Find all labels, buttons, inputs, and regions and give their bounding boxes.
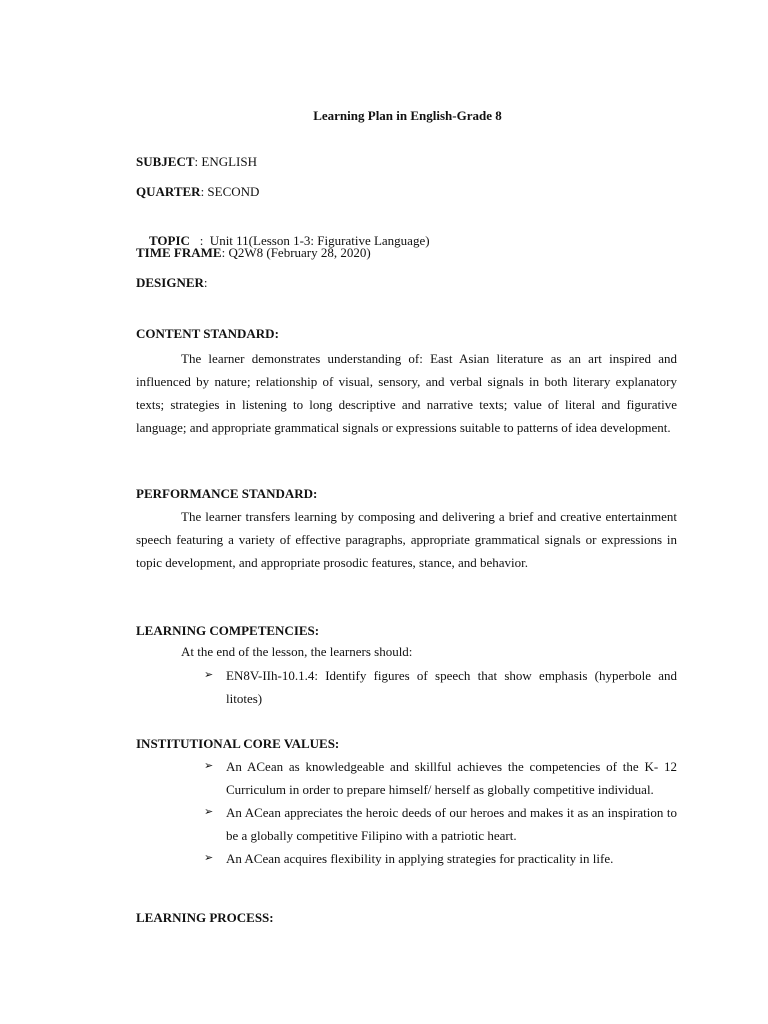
learning-competencies-intro: At the end of the lesson, the learners should: — [181, 644, 413, 659]
learning-process-heading: LEARNING PROCESS: — [136, 910, 274, 925]
arrow-bullet-icon: ➢ — [204, 760, 214, 772]
learning-competencies-heading: LEARNING COMPETENCIES: — [136, 623, 320, 638]
arrow-bullet-icon: ➢ — [204, 806, 214, 818]
list-item — [204, 801, 677, 847]
topic-label: TOPIC — [149, 233, 190, 248]
quarter-field — [136, 183, 259, 201]
subject-value: : ENGLISH — [194, 154, 257, 169]
core-value-text: An ACean acquires flexibility in applying strategies for practicality in life. — [226, 851, 614, 866]
subject-label: SUBJECT — [136, 154, 195, 169]
competencies-list — [204, 664, 677, 710]
core-values-list — [204, 755, 677, 870]
topic-value: : Unit 11(Lesson 1-3: Figurative Language) — [189, 233, 430, 248]
list-item — [204, 847, 677, 870]
core-value-text: An ACean appreciates the heroic deeds of our heroes and makes it as an inspiration to be a globally competitive Filipino with a patriotic heart. — [226, 805, 677, 843]
quarter-value: : SECOND — [200, 184, 260, 199]
time-frame-label: TIME FRAME — [136, 245, 222, 260]
designer-label: DESIGNER — [136, 275, 204, 290]
performance-standard-text: The learner transfers learning by composing and delivering a brief and creative entertainment speech featuring a variety of effective paragraphs, appropriate grammatical signals or expressions in topic development, and appropriate prosodic features, stance, and behavior. — [136, 509, 677, 571]
content-standard-text: The learner demonstrates understanding of: East Asian literature as an art inspired and influenced by nature; relationship of visual, sensory, and verbal signals in both literary explanatory texts; strategies in listening to long descriptive and narrative texts; value of literal and figurative language; and appropriate grammatical signals or expressions suitable to patterns of idea development. — [136, 351, 677, 436]
list-item — [204, 664, 677, 710]
time-frame-value: : Q2W8 (February 28, 2020) — [221, 245, 371, 260]
arrow-bullet-icon: ➢ — [204, 852, 214, 864]
core-value-text: An ACean as knowledgeable and skillful achieves the competencies of the K- 12 Curriculum in order to prepare himself/ herself as globally competitive individual. — [226, 759, 677, 797]
competency-text: EN8V-IIh-10.1.4: Identify figures of speech that show emphasis (hyperbole and litotes) — [226, 668, 677, 706]
arrow-bullet-icon: ➢ — [204, 669, 214, 681]
subject-field — [136, 153, 257, 171]
content-standard-heading: CONTENT STANDARD: — [136, 326, 279, 341]
performance-standard-heading: PERFORMANCE STANDARD: — [136, 486, 318, 501]
designer-field — [136, 274, 208, 292]
time-frame-field — [136, 244, 371, 262]
document-title: Learning Plan in English-Grade 8 — [313, 108, 502, 123]
core-values-heading: INSTITUTIONAL CORE VALUES: — [136, 736, 340, 751]
designer-value: : — [203, 275, 208, 290]
list-item — [204, 755, 677, 801]
quarter-label: QUARTER — [136, 184, 201, 199]
